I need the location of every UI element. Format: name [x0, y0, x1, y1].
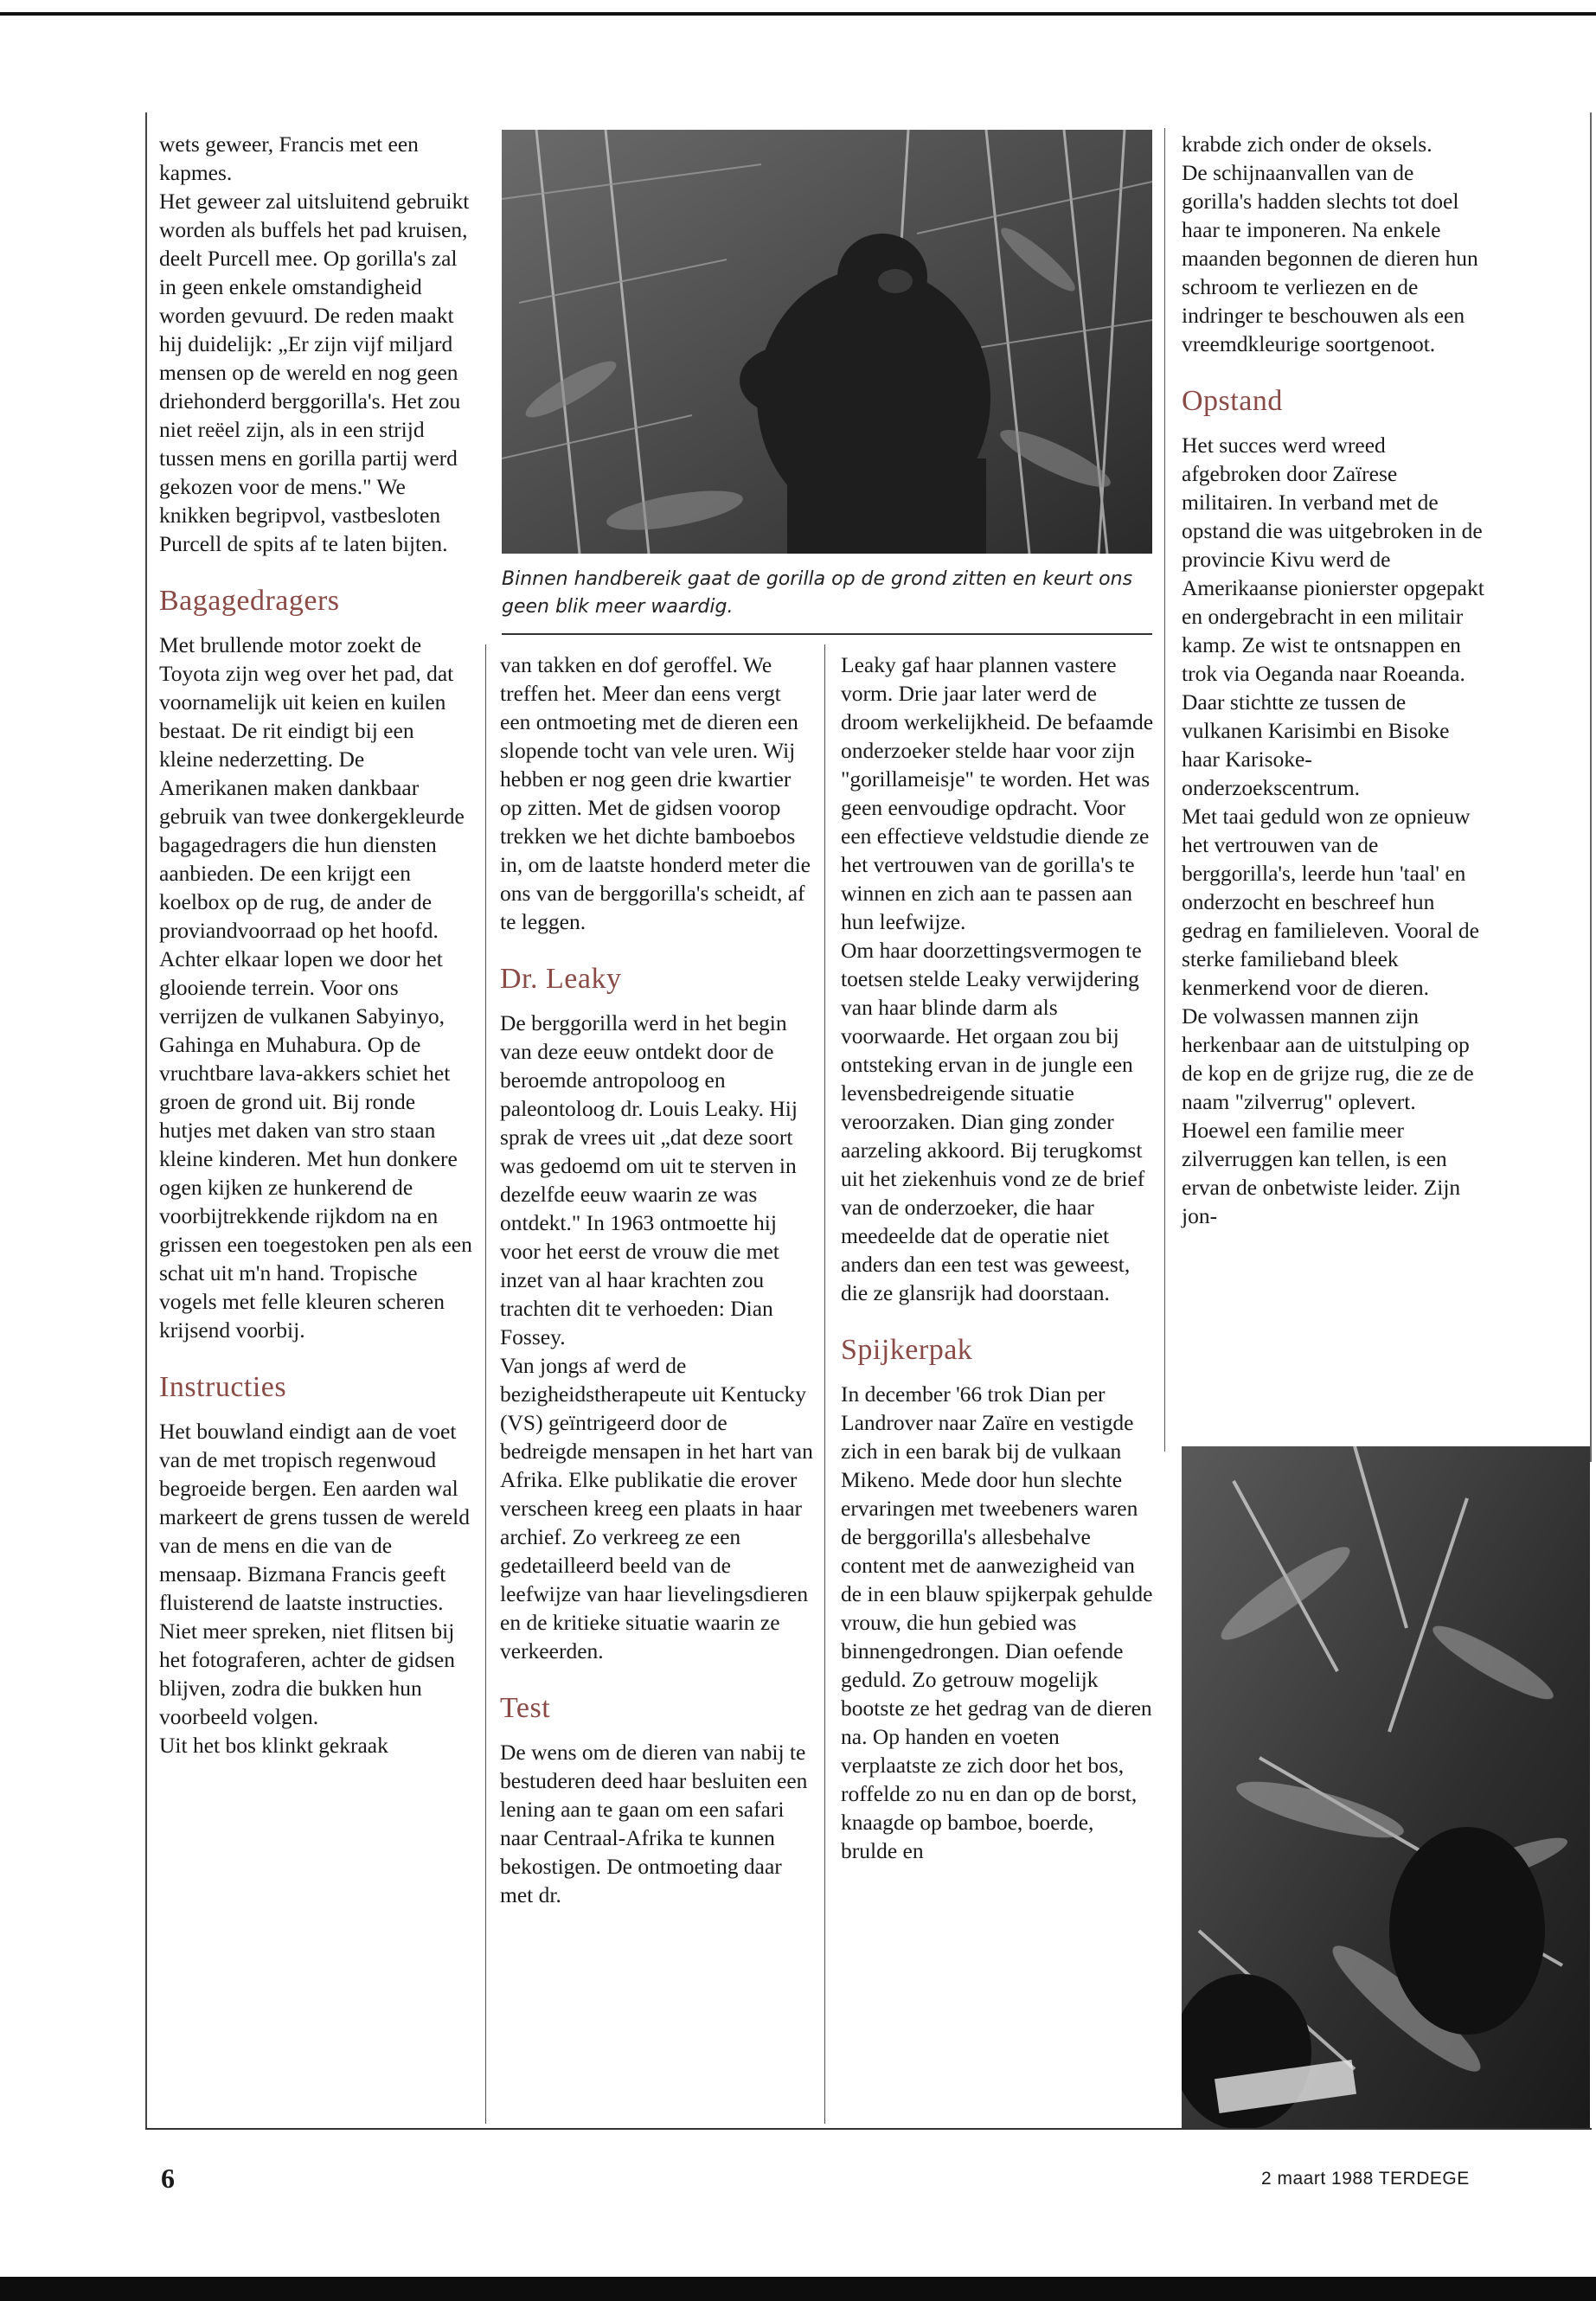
footer-rule: [145, 2128, 1592, 2130]
col1-intro-paragraph: wets geweer, Francis met een kapmes. Het geweer zal uitsluitend gebruikt worden als buffels het pad kruisen, deelt Purcell mee. Op gorilla's zal in geen enkele omstandigheid worden gevuurd. De reden maakt hij duidelijk: „Er zijn vijf miljard mensen op de wereld en nog geen driehonderd berggorilla's. Het zou niet reëel zijn, als in een strijd tussen mens en gorilla partij werd gekozen voor de mens." We knikken begripvol, vastbesloten Purcell de spits af te laten bijten.: [159, 131, 470, 556]
col1-bagage-paragraph-2: Achter elkaar lopen we door het glooiende terrein. Voor ons verrijzen de vulkanen Sabyinyo, Gahinga en Muhabura. Op de vruchtbare lava-akkers schiet het groen de grond uit. Bij ronde hutjes met daken van stro staan kleine kinderen. Met hun donkere ogen kijken ze hunkerend de voorbijtrekkende rijkdom na en grissen een toegestoken pen als een schat uit m'n hand. Tropische vogels met felle kleuren scheren krijsend voorbij.: [159, 946, 472, 1343]
gorilla-photo-top: [502, 130, 1152, 554]
photo-caption: Binnen handbereik gaat de gorilla op de grond zitten en keurt ons geen blik meer waardig.: [502, 568, 1133, 618]
left-frame-rule: [145, 112, 147, 2128]
col2-test-paragraph: De wens om de dieren van nabij te bestuderen deed haar besluiten een lening aan te gaan om een safari naar Centraal-Afrika te kunnen bekostigen. De ontmoeting daar met dr.: [500, 1740, 808, 1907]
heading-instructies: Instructies: [159, 1371, 287, 1403]
foliage-photo-graphic: [1182, 1446, 1590, 2128]
gorilla-photo-bottom: [1182, 1446, 1590, 2128]
page-number: 6: [161, 2163, 175, 2194]
heading-dr-leaky: Dr. Leaky: [500, 963, 622, 995]
column-divider: [485, 644, 486, 2124]
heading-bagagedragers: Bagagedragers: [159, 585, 340, 617]
column-1: [159, 130, 472, 1759]
col1-bagage-paragraph-1: Met brullende motor zoekt de Toyota zijn weg over het pad, dat voornamelijk uit keien en kuilen bestaat. De rit eindigt bij een kleine nederzetting. De Amerikanen maken dankbaar gebruik van twee donkergekleurde bagagedragers die hun diensten aanbieden. De een krijgt een koelbox op de rug, de ander de proviandvoorraad op het hoofd.: [159, 632, 465, 943]
column-divider: [824, 644, 825, 2124]
col2-leaky-paragraph: De berggorilla werd in het begin van deze eeuw ontdekt door de beroemde antropoloog en paleontoloog dr. Louis Leaky. Hij sprak de vrees uit „dat deze soort was gedoemd om uit te sterven in dezelfde eeuw waarin ze was ontdekt." In 1963 ontmoette hij voor het eerst de vrouw die met inzet van al haar krachten zou trachten dit te verhoeden: Dian Fossey. Van jongs af werd de bezigheidstherapeute uit Kentucky (VS) geïntrigeerd door de bedreigde mensapen in het hart van Afrika. Elke publikatie die erover verscheen kreeg een plaats in haar archief. Zo verkreeg ze een gedetailleerd beeld van de leefwijze van haar lievelingsdieren en de kritieke situatie waarin ze verkeerden.: [500, 1010, 813, 1663]
column-3: [841, 651, 1154, 1865]
col3-paragraph-1: Leaky gaf haar plannen vastere vorm. Drie jaar later werd de droom werkelijkheid. De befaamde onderzoeker stelde haar voor zijn "gorillameisje" te worden. Het was geen eenvoudige opdracht. Voor een effectieve veldstudie diende ze het vertrouwen van de gorilla's te winnen en zich aan te passen aan hun leefwijze. Om haar doorzettingsvermogen te toetsen stelde Leaky verwijdering van haar blinde darm als voorwaarde. Het orgaan zou bij ontsteking ervan in de jungle een levensbedreigende situatie veroorzaken. Dian ging zonder aarzeling akkoord. Bij terugkomst uit het ziekenhuis vond ze de brief van de onderzoeker, die haar meedeelde dat de operatie niet anders dan een test was geweest, die ze glansrijk had doorstaan.: [841, 652, 1154, 1305]
column-divider: [1164, 128, 1165, 1452]
heading-spijkerpak: Spijkerpak: [841, 1334, 973, 1366]
col3-spijker-paragraph: In december '66 trok Dian per Landrover naar Zaïre en vestigde zich in een barak bij de vulkaan Mikeno. Mede door hun slechte ervaringen met tweebeners waren de berggorilla's allesbehalve content met de aanwezigheid van de in een blauw spijkerpak gehulde vrouw, die hun gebied was binnengedrongen. Dian oefende geduld. Zo getrouw mogelijk bootste ze het gedrag van de dieren na. Op handen en voeten verplaatste ze zich door het bos, roffelde zo nu en dan op de borst, knaagde op bamboe, boerde, brulde en: [841, 1381, 1153, 1863]
col4-opstand-paragraph: Het succes werd wreed afgebroken door Zaïrese militairen. In verband met de opstand die was uitgebroken in de provincie Kivu werd de Amerikaanse pionierster opgepakt en ondergebracht in een militair kamp. Ze wist te ontsnappen en trok via Oeganda naar Roeanda. Daar stichtte ze tussen de vulkanen Karisimbi en Bisoke haar Karisoke-onderzoekscentrum. Met taai geduld won ze opnieuw het vertrouwen van de berggorilla's, leerde hun 'taal' en onderzocht en beschreef hun gedrag en familieleven. Vooral de sterke familieband bleek kenmerkend voor de dieren. De volwassen mannen zijn herkenbaar aan de uitstulping op de kop en de grijze rug, die ze de naam "zilverrug" oplevert. Hoewel een familie meer zilverruggen kan tellen, is een ervan de onbetwiste leider. Zijn jon-: [1182, 433, 1484, 1228]
col1-instr-paragraph: Het bouwland eindigt aan de voet van de met tropisch regenwoud begroeide bergen. Een aarden wal markeert de grens tussen de wereld van de mens en die van de mensaap. Bizmana Francis geeft fluisterend de laatste instructies. Niet meer spreken, niet flitsen bij het fotograferen, achter de gidsen blijven, zodra die bukken hun voorbeeld volgen. Uit het bos klinkt gekraak: [159, 1419, 470, 1758]
col2-paragraph-1: van takken en dof geroffel. We treffen het. Meer dan eens vergt een ontmoeting met de dieren een slopende tocht van vele uren. Wij hebben er nog geen drie kwartier op zitten. Met de gidsen voorop trekken we het dichte bamboebos in, om de laatste honderd meter die ons van de berggorilla's scheidt, af te leggen.: [500, 652, 811, 934]
col4-paragraph-1: krabde zich onder de oksels. De schijnaanvallen van de gorilla's hadden slechts tot doel haar te imponeren. Na enkele maanden begonnen de dieren hun schroom te verliezen en de indringer te beschouwen als een vreemdkleurige soortgenoot.: [1182, 131, 1478, 356]
heading-opstand: Opstand: [1182, 385, 1283, 417]
column-4: [1182, 130, 1486, 1230]
right-frame-rule: [1590, 112, 1592, 1462]
top-rule: [0, 12, 1596, 16]
bottom-band: [0, 2277, 1596, 2301]
heading-test: Test: [500, 1692, 551, 1724]
gorilla-photo-graphic: [502, 130, 1152, 554]
caption-rule: [502, 633, 1152, 635]
column-2: [500, 651, 813, 1909]
issue-date: 2 maart 1988 TERDEGE: [1261, 2169, 1470, 2189]
